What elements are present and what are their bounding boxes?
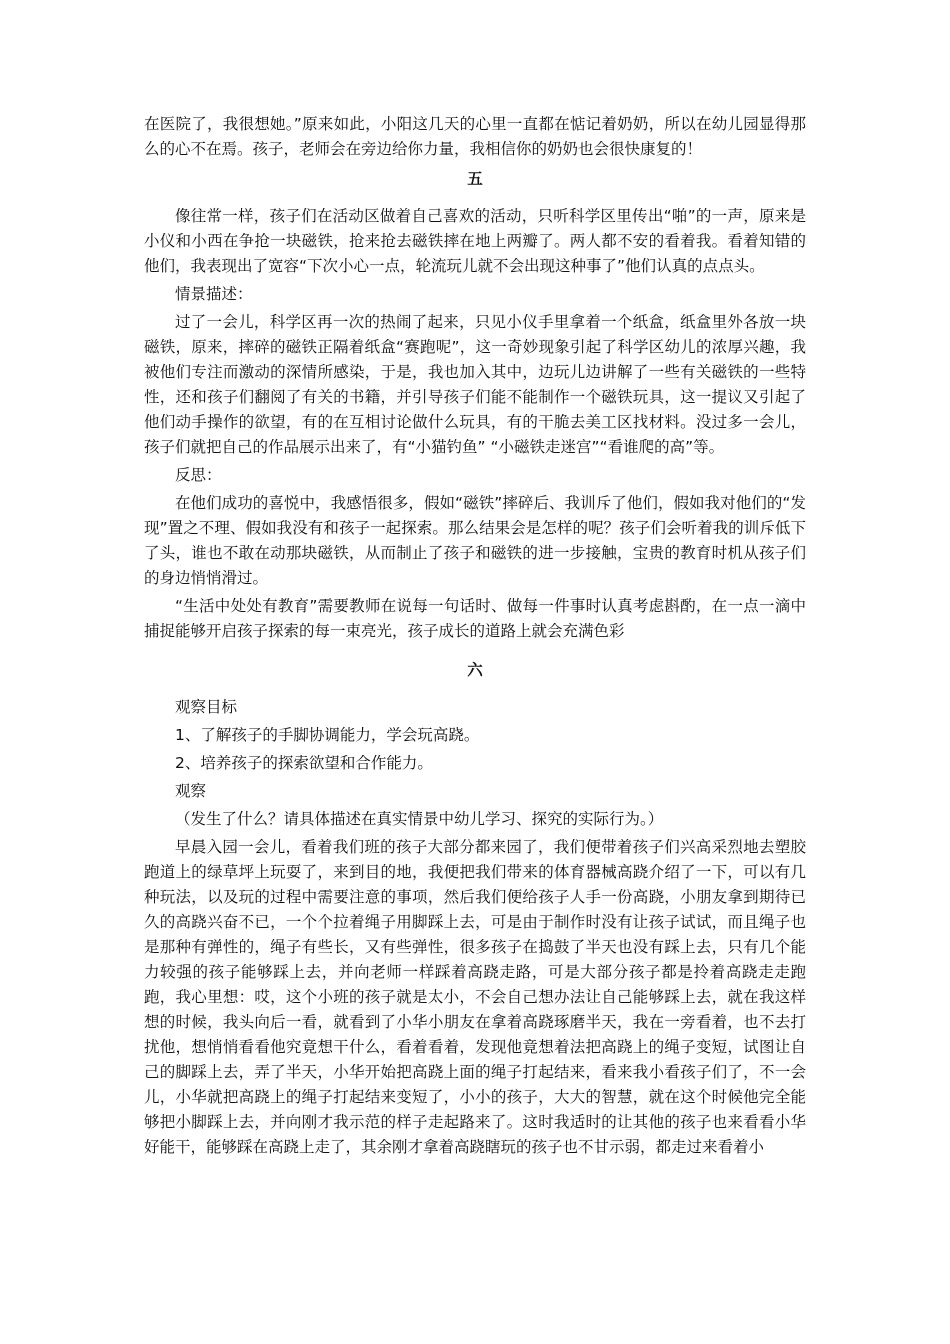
list-item: 1、了解孩子的手脚协调能力，学会玩高跷。 (175, 726, 480, 744)
subheading-observation: 观察 (175, 782, 207, 800)
paragraph: （发生了什么？请具体描述在真实情景中幼儿学习、探究的实际行为。） (175, 810, 664, 828)
paragraph: 像往常一样，孩子们在活动区做着自己喜欢的活动，只听科学区里传出“啪”的一声，原来是小仪和小西在争抢一块磁铁，抢来抢去磁铁摔在地上两瓣了。两人都不安的看着我。看着知错的他们，我表现出了宽容“下次小心一点，轮流玩儿就不会出现这种事了”他们认真的点点头。 (144, 207, 806, 275)
paragraph: 在医院了，我很想她。”原来如此，小阳这几天的心里一直都在惦记着奶奶，所以在幼儿园显得那么的心不在焉。孩子，老师会在旁边给你力量，我相信你的奶奶也会很快康复的！ (144, 115, 806, 158)
subheading-reflection: 反思： (175, 466, 222, 484)
section-heading: 六 (467, 661, 483, 679)
list-item: 2、培养孩子的探索欲望和合作能力。 (175, 754, 433, 772)
subheading-goal: 观察目标 (175, 698, 238, 716)
section-heading: 五 (467, 170, 483, 188)
paragraph: “生活中处处有教育”需要教师在说每一句话时、做每一件事时认真考虑斟酌，在一点一滴中捕捉能够开启孩子探索的每一束亮光，孩子成长的道路上就会充满色彩 (144, 597, 806, 640)
paragraph: 早晨入园一会儿，看着我们班的孩子大部分都来园了，我们便带着孩子们兴高采烈地去塑胶跑道上的绿草坪上玩耍了，来到目的地，我便把我们带来的体育器械高跷介绍了一下，可以有几种玩法，以及玩的过程中需要注意的事项，然后我们便给孩子人手一份高跷，小朋友拿到期待已久的高跷兴奋不已，一个个拉着绳子用脚踩上去，可是由于制作时没有让孩子试试，而且绳子也是那种有弹性的，绳子有些长，又有些弹性，很多孩子在捣鼓了半天也没有踩上去，只有几个能力较强的孩子能够踩上去，并向老师一样踩着高跷走路，可是大部分孩子都是拎着高跷走走跑跑，我心里想：哎，这个小班的孩子就是太小，不会自己想办法让自己能够踩上去，就在我这样想的时候，我头向后一看，就看到了小华小朋友在拿着高跷琢磨半天，我在一旁看着，也不去打扰他，想悄悄看看他究竟想干什么，看着看着，发现他竟想着法把高跷上的绳子变短，试图让自己的脚踩上去，弄了半天，小华开始把高跷上面的绳子打起结来，看来我小看孩子们了，不一会儿，小华就把高跷上的绳子打起结来变短了，小小的孩子，大大的智慧，就在这个时候他完全能够把小脚踩上去，并向刚才我示范的样子走起路来了。这时我适时的让其他的孩子也来看看小华好能干，能够踩在高跷上走了，其余刚才拿着高跷瞎玩的孩子也不甘示弱，都走过来看着小 (144, 838, 806, 1156)
paragraph: 过了一会儿，科学区再一次的热闹了起来，只见小仪手里拿着一个纸盒，纸盒里外各放一块磁铁，原来，摔碎的磁铁正隔着纸盒“赛跑呢”，这一奇妙现象引起了科学区幼儿的浓厚兴趣，我被他们专注而激动的深情所感染，于是，我也加入其中，边玩儿边讲解了一些有关磁铁的一些特性，还和孩子们翻阅了有关的书籍，并引导孩子们能不能制作一个磁铁玩具，这一提议又引起了他们动手操作的欲望，有的在互相讨论做什么玩具，有的干脆去美工区找材料。没过多一会儿，孩子们就把自己的作品展示出来了，有“小猫钓鱼” “小磁铁走迷宫”“看谁爬的高”等。 (144, 313, 806, 456)
subheading-scene: 情景描述： (175, 285, 253, 303)
document-page (144, 112, 806, 1163)
paragraph: 在他们成功的喜悦中，我感悟很多，假如“磁铁”摔碎后、我训斥了他们，假如我对他们的“发现”置之不理、假如我没有和孩子一起探索。那么结果会是怎样的呢？孩子们会听着我的训斥低下了头，谁也不敢在动那块磁铁，从而制止了孩子和磁铁的进一步接触，宝贵的教育时机从孩子们的身边悄悄滑过。 (144, 494, 806, 587)
